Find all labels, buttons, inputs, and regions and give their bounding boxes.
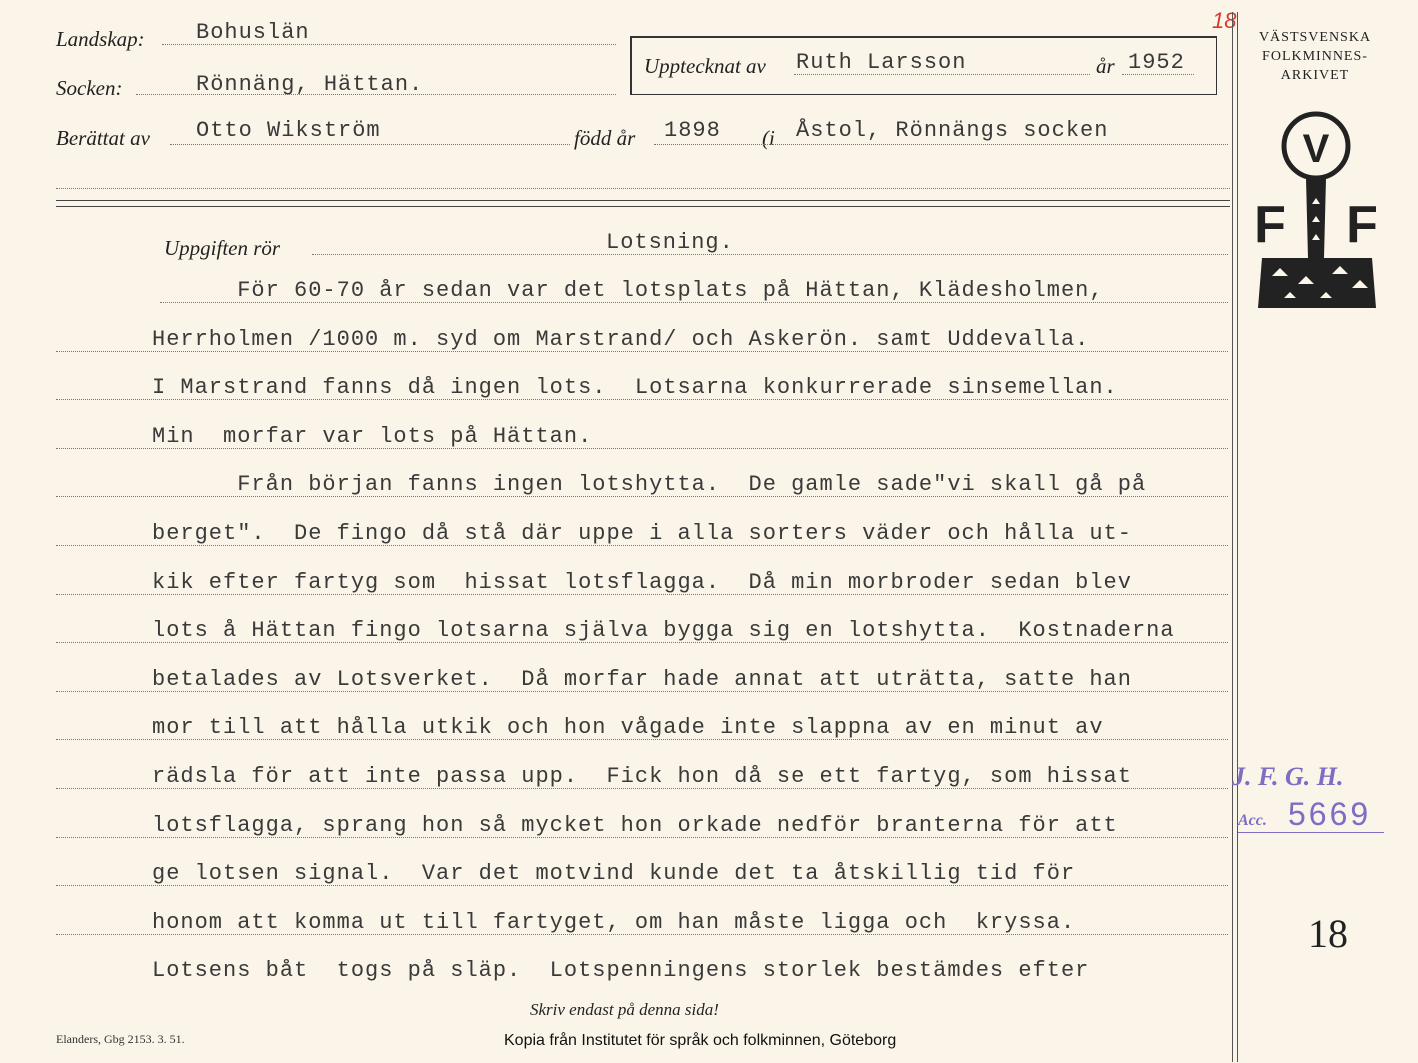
uppt-dotted-line [794,74,1090,75]
story-line: mor till att hålla utkik och hon vågade inte slappna av en minut av [152,715,1104,740]
uppt-label: Upptecknat av [644,54,766,78]
story-line: I Marstrand fanns då ingen lots. Lotsarna konkurrerade sinsemellan. [152,375,1118,400]
story-dotted-line [160,302,1228,303]
fodd-value: 1898 [664,118,721,143]
story-line: lots å Hättan fingo lotsarna själva bygga sig en lotshytta. Kostnaderna [152,618,1175,643]
story-line: För 60-70 år sedan var det lotsplats på Hättan, Klädesholmen, [152,278,1104,303]
story-line: lotsflagga, sprang hon så mycket hon orkade nedför branterna för att [152,813,1118,838]
story-line: Från början fanns ingen lotshytta. De gamle sade"vi skall gå på [152,472,1147,497]
story-dotted-line [56,837,1228,838]
header-rule-bottom [56,206,1230,207]
footer-instruction: Skriv endast på denna sida! [530,1000,719,1019]
column-divider-2 [1237,12,1238,1062]
story-dotted-line [56,545,1228,546]
stamp-acc-label: Acc. [1238,812,1267,829]
blank-dotted-line [56,188,1230,189]
red-page-mark: 18 [1212,8,1237,33]
vff-logo-icon [1254,108,1380,310]
story-dotted-line [56,448,1228,449]
story-line: rädsla för att inte passa upp. Fick hon då se ett fartyg, som hissat [152,764,1132,789]
berattat-dotted-line [170,144,570,145]
logo-f-right: F [1346,196,1378,254]
landskap-value: Bohuslän [196,20,310,45]
ar-label: år [1096,54,1115,78]
subject-label: Uppgiften rör [164,236,281,260]
fodd-dotted-line [654,144,1228,145]
place-open-paren: (i [762,126,775,150]
subject-value: Lotsning. [606,230,734,255]
subject-dotted-line [312,254,1228,255]
place-value: Åstol, Rönnängs socken [796,118,1109,143]
story-line: kik efter fartyg som hissat lotsflagga. Då min morbroder sedan blev [152,570,1132,595]
story-line: honom att komma ut till fartyget, om han måste ligga och kryssa. [152,910,1076,935]
story-line: Herrholmen /1000 m. syd om Marstrand/ och Askerön. samt Uddevalla. [152,327,1090,352]
stamp-underline [1238,832,1384,833]
story-dotted-line [56,351,1228,352]
logo-v-letter: V [1302,127,1330,171]
printer-mark: Elanders, Gbg 2153. 3. 51. [56,1032,185,1046]
story-dotted-line [56,739,1228,740]
story-dotted-line [56,642,1228,643]
socken-dotted-line [136,94,616,95]
berattat-label: Berättat av [56,126,150,150]
story-line: betalades av Lotsverket. Då morfar hade annat att uträtta, satte han [152,667,1132,692]
story-line: Min morfar var lots på Hättan. [152,424,593,449]
copy-note: Kopia från Institutet för språk och folkminnen, Göteborg [504,1032,897,1049]
story-dotted-line [56,691,1228,692]
story-dotted-line [56,594,1228,595]
story-dotted-line [56,496,1228,497]
berattat-value: Otto Wikström [196,118,381,143]
landskap-dotted-line [162,44,616,45]
socken-value: Rönnäng, Hättan. [196,72,424,97]
story-dotted-line [56,885,1228,886]
fodd-label: född år [574,126,636,150]
archive-line-1: VÄSTSVENSKA [1258,30,1372,45]
story-dotted-line [56,788,1228,789]
archive-name [1246,28,1384,85]
socken-label: Socken: [56,76,123,100]
ar-value: 1952 [1128,50,1185,75]
column-divider-1 [1232,12,1233,1062]
story-line: ge lotsen signal. Var det motvind kunde det ta åtskillig tid för [152,861,1076,886]
story-line: Lotsens båt togs på släp. Lotspenningens storlek bestämdes efter [152,958,1090,983]
logo-f-left: F [1254,196,1286,254]
ar-dotted-line [1122,74,1194,75]
story-dotted-line [56,399,1228,400]
landskap-label: Landskap: [56,27,145,51]
page-number: 18 [1308,911,1348,956]
uppt-value: Ruth Larsson [796,50,967,75]
story-line: berget". De fingo då stå där uppe i alla sorters väder och hålla ut- [152,521,1132,546]
stamp-acc-number: 5669 [1288,796,1372,832]
story-dotted-line [56,934,1228,935]
header-rule-top [56,200,1230,201]
archive-line-3: ARKIVET [1280,68,1350,83]
archive-line-2: FOLKMINNES- [1262,49,1368,64]
institute-stamp: J. F. G. H. [1232,762,1344,791]
